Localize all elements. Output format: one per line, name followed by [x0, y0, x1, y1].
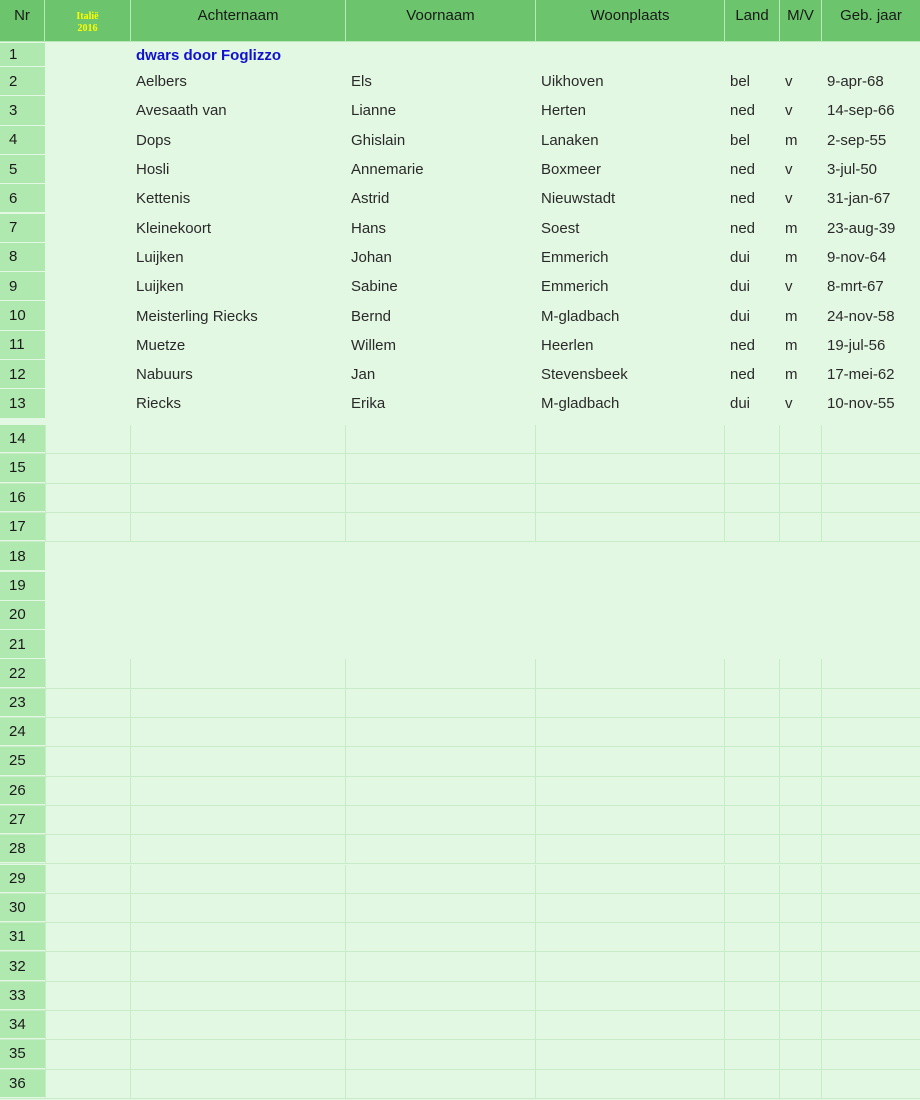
- empty-row: [0, 689, 920, 718]
- row-number: 23: [0, 689, 45, 717]
- cell-geb: 24-nov-58: [827, 307, 895, 325]
- cell-mv: m: [785, 131, 798, 149]
- row-number: 2: [0, 67, 45, 96]
- empty-row: [0, 777, 920, 806]
- row-number: 7: [0, 214, 45, 243]
- column-divider: [345, 454, 346, 482]
- column-divider: [724, 1011, 725, 1039]
- cell-voornaam: Astrid: [351, 190, 390, 208]
- cell-woonplaats: Uikhoven: [541, 73, 604, 91]
- row-number: 14: [0, 425, 45, 453]
- column-divider: [535, 513, 536, 541]
- column-divider: [45, 718, 46, 746]
- row-number: 6: [0, 184, 45, 213]
- column-divider: [724, 865, 725, 893]
- column-divider: [130, 659, 131, 687]
- column-divider: [345, 484, 346, 512]
- empty-row: [0, 894, 920, 923]
- cell-mv: v: [785, 102, 793, 120]
- header-voornaam: Voornaam: [346, 0, 536, 42]
- table-row: [0, 67, 920, 96]
- blank-row: [0, 630, 920, 659]
- cell-geb: 8-mrt-67: [827, 278, 884, 296]
- column-divider: [45, 689, 46, 717]
- column-divider: [45, 835, 46, 863]
- column-divider: [821, 454, 822, 482]
- column-divider: [345, 806, 346, 834]
- column-divider: [724, 689, 725, 717]
- column-divider: [535, 425, 536, 453]
- empty-row: [0, 806, 920, 835]
- column-divider: [724, 484, 725, 512]
- row-number: 30: [0, 894, 45, 922]
- column-divider: [345, 923, 346, 951]
- cell-woonplaats: Nieuwstadt: [541, 190, 616, 208]
- column-divider: [535, 982, 536, 1010]
- row-number: 10: [0, 301, 45, 330]
- table-row: [0, 126, 920, 155]
- empty-row: [0, 747, 920, 776]
- header-achternaam: Achternaam: [131, 0, 346, 42]
- cell-mv: v: [785, 161, 793, 179]
- column-divider: [535, 1040, 536, 1068]
- row-number: 4: [0, 126, 45, 155]
- table-row: [0, 272, 920, 301]
- column-divider: [45, 952, 46, 980]
- column-divider: [724, 806, 725, 834]
- column-divider: [779, 484, 780, 512]
- column-divider: [130, 484, 131, 512]
- empty-row: [0, 1040, 920, 1069]
- column-divider: [345, 513, 346, 541]
- cell-mv: m: [785, 248, 798, 266]
- header-nr: Nr: [0, 0, 45, 42]
- row-number: 3: [0, 96, 45, 125]
- column-divider: [535, 1011, 536, 1039]
- cell-voornaam: Sabine: [351, 278, 398, 296]
- column-divider: [724, 425, 725, 453]
- column-divider: [345, 1011, 346, 1039]
- cell-land: dui: [730, 278, 751, 296]
- column-divider: [535, 835, 536, 863]
- column-divider: [779, 659, 780, 687]
- cell-achternaam: Luijken: [136, 248, 184, 266]
- column-divider: [779, 1040, 780, 1068]
- table-row: [0, 96, 920, 125]
- column-divider: [779, 513, 780, 541]
- column-divider: [535, 454, 536, 482]
- cell-woonplaats: M-gladbach: [541, 307, 620, 325]
- cell-mv: v: [785, 190, 793, 208]
- empty-row: [0, 542, 920, 571]
- column-divider: [45, 747, 46, 775]
- row-number: 9: [0, 272, 45, 301]
- group-title: dwars door Foglizzo: [136, 46, 281, 64]
- logo-line-1: Italië: [76, 10, 99, 22]
- cell-achternaam: Muetze: [136, 336, 186, 354]
- cell-achternaam: Riecks: [136, 395, 182, 413]
- cell-voornaam: Bernd: [351, 307, 392, 325]
- column-divider: [779, 923, 780, 951]
- column-divider: [130, 747, 131, 775]
- column-divider: [130, 513, 131, 541]
- column-divider: [821, 1070, 822, 1098]
- column-divider: [724, 513, 725, 541]
- column-divider: [779, 747, 780, 775]
- column-divider: [535, 484, 536, 512]
- row-number: 16: [0, 484, 45, 512]
- empty-row: [0, 425, 920, 454]
- table-row: [0, 243, 920, 272]
- column-divider: [45, 484, 46, 512]
- row-number: 36: [0, 1070, 45, 1098]
- header-land: Land: [725, 0, 780, 42]
- column-divider: [779, 1070, 780, 1098]
- cell-achternaam: Avesaath van: [136, 102, 227, 120]
- column-divider: [779, 982, 780, 1010]
- cell-geb: 9-apr-68: [827, 73, 884, 91]
- column-divider: [345, 835, 346, 863]
- cell-woonplaats: Boxmeer: [541, 161, 602, 179]
- cell-land: dui: [730, 307, 751, 325]
- empty-row: [0, 835, 920, 864]
- column-divider: [45, 894, 46, 922]
- row-number: 32: [0, 952, 45, 980]
- column-divider: [821, 659, 822, 687]
- column-divider: [821, 1011, 822, 1039]
- column-divider: [724, 835, 725, 863]
- column-divider: [345, 718, 346, 746]
- row-number: 26: [0, 777, 45, 805]
- column-divider: [345, 952, 346, 980]
- column-divider: [345, 659, 346, 687]
- column-divider: [535, 718, 536, 746]
- title-row: [0, 43, 920, 67]
- column-divider: [130, 1011, 131, 1039]
- column-divider: [724, 1070, 725, 1098]
- column-divider: [130, 952, 131, 980]
- column-divider: [821, 894, 822, 922]
- table-row: [0, 155, 920, 184]
- row-number: 17: [0, 513, 45, 541]
- column-divider: [821, 835, 822, 863]
- row-number: 28: [0, 835, 45, 863]
- row-number: 34: [0, 1011, 45, 1039]
- row-number: 22: [0, 659, 45, 687]
- column-divider: [130, 1040, 131, 1068]
- cell-geb: 14-sep-66: [827, 102, 895, 120]
- column-divider: [724, 952, 725, 980]
- column-divider: [779, 777, 780, 805]
- row-number: 33: [0, 982, 45, 1010]
- column-divider: [724, 1040, 725, 1068]
- column-divider: [45, 513, 46, 541]
- column-divider: [45, 923, 46, 951]
- cell-land: dui: [730, 395, 751, 413]
- column-divider: [130, 835, 131, 863]
- column-divider: [779, 835, 780, 863]
- column-divider: [724, 923, 725, 951]
- column-divider: [535, 923, 536, 951]
- cell-land: ned: [730, 366, 756, 384]
- header-woonplaats: Woonplaats: [536, 0, 725, 42]
- column-divider: [821, 689, 822, 717]
- column-divider: [45, 806, 46, 834]
- cell-mv: v: [785, 73, 793, 91]
- empty-row: [0, 718, 920, 747]
- column-divider: [535, 747, 536, 775]
- cell-woonplaats: Emmerich: [541, 248, 609, 266]
- row-number: 24: [0, 718, 45, 746]
- cell-achternaam: Meisterling Riecks: [136, 307, 258, 325]
- column-divider: [45, 1070, 46, 1098]
- cell-woonplaats: Herten: [541, 102, 587, 120]
- table-row: [0, 389, 920, 418]
- row-number: 35: [0, 1040, 45, 1068]
- cell-voornaam: Hans: [351, 219, 387, 237]
- empty-row: [0, 513, 920, 542]
- cell-woonplaats: M-gladbach: [541, 395, 620, 413]
- table-row: [0, 331, 920, 360]
- cell-voornaam: Els: [351, 73, 372, 91]
- column-divider: [821, 777, 822, 805]
- logo-line-2: 2016: [77, 22, 98, 34]
- cell-mv: v: [785, 395, 793, 413]
- cell-land: ned: [730, 190, 756, 208]
- column-divider: [821, 747, 822, 775]
- column-divider: [779, 689, 780, 717]
- cell-mv: m: [785, 307, 798, 325]
- cell-achternaam: Kettenis: [136, 190, 191, 208]
- row-number: 19: [0, 572, 45, 601]
- column-divider: [821, 923, 822, 951]
- empty-row: [0, 865, 920, 894]
- row-number: 13: [0, 389, 45, 418]
- column-divider: [724, 718, 725, 746]
- column-divider: [130, 982, 131, 1010]
- empty-row: [0, 454, 920, 483]
- column-divider: [535, 777, 536, 805]
- column-divider: [724, 454, 725, 482]
- cell-mv: m: [785, 366, 798, 384]
- column-divider: [45, 777, 46, 805]
- column-divider: [345, 747, 346, 775]
- column-divider: [779, 454, 780, 482]
- column-divider: [345, 689, 346, 717]
- cell-land: bel: [730, 131, 751, 149]
- row-number: 8: [0, 243, 45, 272]
- column-divider: [821, 982, 822, 1010]
- cell-woonplaats: Emmerich: [541, 278, 609, 296]
- empty-row: [0, 484, 920, 513]
- column-divider: [821, 952, 822, 980]
- column-divider: [130, 865, 131, 893]
- column-divider: [345, 982, 346, 1010]
- column-divider: [130, 425, 131, 453]
- column-divider: [535, 806, 536, 834]
- cell-geb: 2-sep-55: [827, 131, 887, 149]
- cell-woonplaats: Lanaken: [541, 131, 599, 149]
- column-divider: [345, 1070, 346, 1098]
- column-divider: [45, 454, 46, 482]
- cell-land: ned: [730, 102, 756, 120]
- cell-geb: 31-jan-67: [827, 190, 891, 208]
- table-row: [0, 214, 920, 243]
- column-divider: [345, 865, 346, 893]
- cell-mv: v: [785, 278, 793, 296]
- column-divider: [724, 894, 725, 922]
- column-divider: [45, 1040, 46, 1068]
- cell-geb: 17-mei-62: [827, 366, 895, 384]
- cell-land: bel: [730, 73, 751, 91]
- column-divider: [535, 659, 536, 687]
- row-number: 1: [0, 43, 45, 67]
- column-divider: [821, 865, 822, 893]
- column-divider: [779, 952, 780, 980]
- row-number: 5: [0, 155, 45, 184]
- row-number: 12: [0, 360, 45, 389]
- column-divider: [130, 454, 131, 482]
- column-divider: [535, 865, 536, 893]
- cell-woonplaats: Soest: [541, 219, 580, 237]
- cell-achternaam: Dops: [136, 131, 172, 149]
- row-number: 18: [0, 542, 45, 571]
- cell-mv: m: [785, 336, 798, 354]
- cell-voornaam: Jan: [351, 366, 376, 384]
- cell-land: ned: [730, 161, 756, 179]
- column-divider: [779, 1011, 780, 1039]
- column-divider: [724, 777, 725, 805]
- column-divider: [779, 865, 780, 893]
- cell-land: ned: [730, 219, 756, 237]
- row-number: 11: [0, 331, 45, 360]
- cell-land: ned: [730, 336, 756, 354]
- italia-2016-logo: [45, 0, 131, 42]
- column-divider: [535, 1070, 536, 1098]
- table-row: [0, 301, 920, 330]
- column-divider: [724, 747, 725, 775]
- blank-row: [0, 659, 920, 688]
- row-number: 21: [0, 630, 45, 659]
- empty-row: [0, 1070, 920, 1099]
- row-number: 27: [0, 806, 45, 834]
- column-divider: [724, 982, 725, 1010]
- column-divider: [345, 425, 346, 453]
- column-divider: [130, 806, 131, 834]
- cell-achternaam: Kleinekoort: [136, 219, 212, 237]
- header-mv: M/V: [780, 0, 822, 42]
- column-divider: [724, 659, 725, 687]
- column-divider: [130, 894, 131, 922]
- column-divider: [779, 425, 780, 453]
- column-divider: [821, 806, 822, 834]
- blank-row: [0, 572, 920, 601]
- column-divider: [130, 923, 131, 951]
- cell-voornaam: Erika: [351, 395, 386, 413]
- column-divider: [45, 865, 46, 893]
- cell-voornaam: Willem: [351, 336, 396, 354]
- column-divider: [821, 425, 822, 453]
- cell-geb: 23-aug-39: [827, 219, 896, 237]
- cell-woonplaats: Stevensbeek: [541, 366, 628, 384]
- column-divider: [130, 689, 131, 717]
- column-divider: [821, 513, 822, 541]
- column-divider: [45, 982, 46, 1010]
- cell-geb: 3-jul-50: [827, 161, 878, 179]
- column-divider: [779, 718, 780, 746]
- empty-row: [0, 1011, 920, 1040]
- empty-row: [0, 982, 920, 1011]
- cell-geb: 19-jul-56: [827, 336, 886, 354]
- column-divider: [821, 1040, 822, 1068]
- column-divider: [535, 894, 536, 922]
- column-divider: [535, 689, 536, 717]
- column-divider: [345, 1040, 346, 1068]
- cell-achternaam: Aelbers: [136, 73, 187, 91]
- column-divider: [130, 777, 131, 805]
- blank-row: [0, 601, 920, 630]
- cell-voornaam: Ghislain: [351, 131, 406, 149]
- column-divider: [130, 718, 131, 746]
- column-divider: [45, 1011, 46, 1039]
- column-divider: [345, 894, 346, 922]
- column-divider: [45, 659, 46, 687]
- cell-achternaam: Hosli: [136, 161, 170, 179]
- row-number: 31: [0, 923, 45, 951]
- cell-voornaam: Lianne: [351, 102, 397, 120]
- table-row: [0, 184, 920, 213]
- column-divider: [821, 484, 822, 512]
- column-divider: [45, 425, 46, 453]
- empty-row: [0, 952, 920, 981]
- cell-voornaam: Annemarie: [351, 161, 424, 179]
- cell-mv: m: [785, 219, 798, 237]
- table-row: [0, 360, 920, 389]
- cell-achternaam: Luijken: [136, 278, 184, 296]
- column-divider: [130, 1070, 131, 1098]
- header-geb-jaar: Geb. jaar: [822, 0, 920, 42]
- column-divider: [779, 894, 780, 922]
- cell-land: dui: [730, 248, 751, 266]
- row-number: 25: [0, 747, 45, 775]
- row-number: 29: [0, 865, 45, 893]
- column-divider: [535, 952, 536, 980]
- cell-woonplaats: Heerlen: [541, 336, 594, 354]
- column-divider: [779, 806, 780, 834]
- column-divider: [821, 718, 822, 746]
- cell-geb: 9-nov-64: [827, 248, 887, 266]
- empty-row: [0, 923, 920, 952]
- cell-voornaam: Johan: [351, 248, 392, 266]
- cell-geb: 10-nov-55: [827, 395, 895, 413]
- row-number: 20: [0, 601, 45, 630]
- row-number: 15: [0, 454, 45, 482]
- cell-achternaam: Nabuurs: [136, 366, 193, 384]
- column-divider: [345, 777, 346, 805]
